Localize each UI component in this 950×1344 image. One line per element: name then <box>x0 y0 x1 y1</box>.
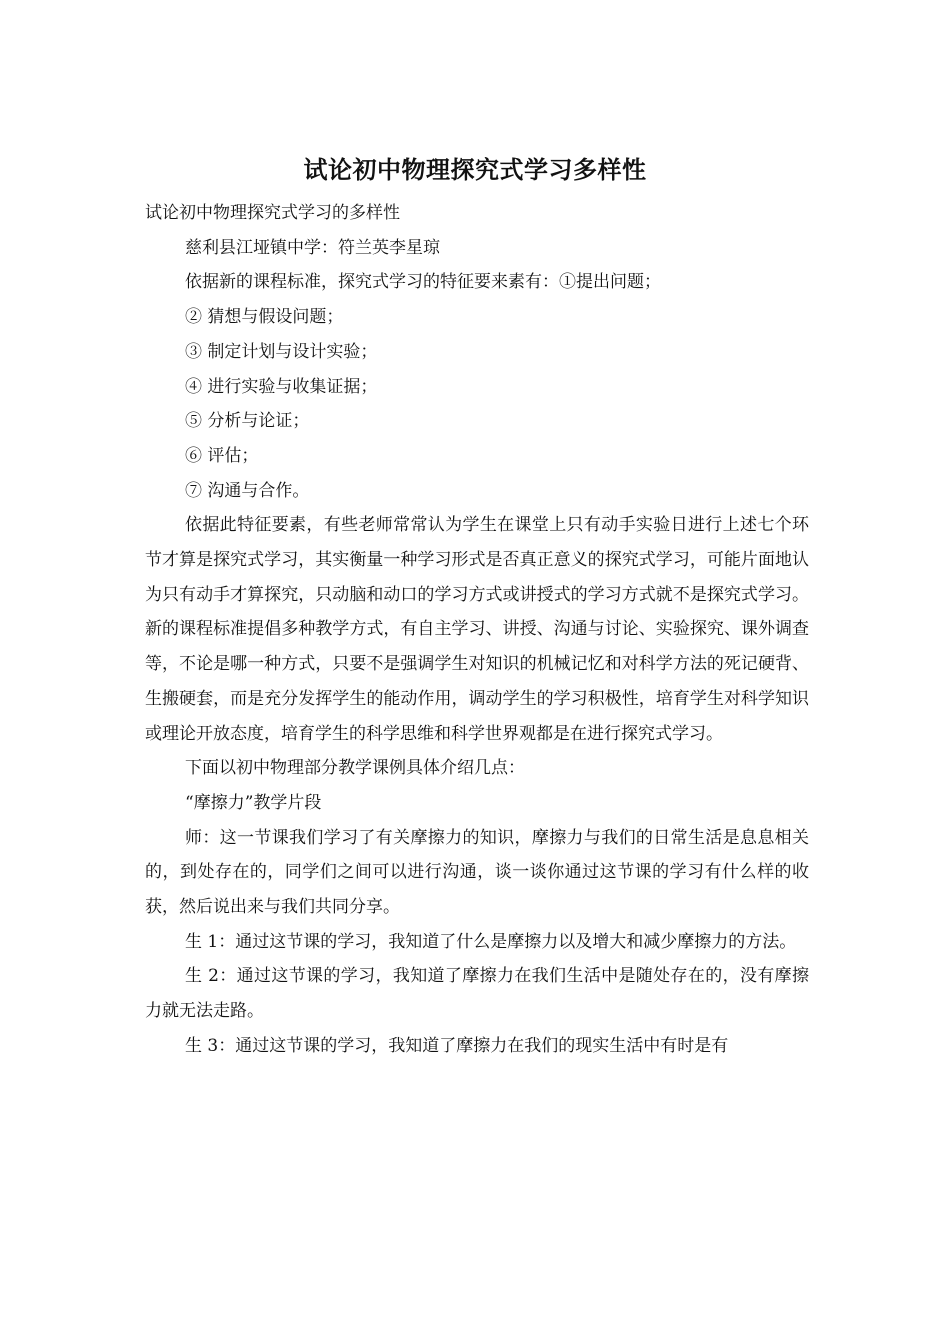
body-paragraph: 生 3：通过这节课的学习，我知道了摩擦力在我们的现实生活中有时是有 <box>185 1035 729 1056</box>
list-item: ③ 制定计划与设计实验； <box>185 341 378 362</box>
list-item: ④ 进行实验与收集证据； <box>185 376 378 397</box>
body-paragraph: 生 2：通过这节课的学习，我知道了摩擦力在我们生活中是随处存在的，没有摩擦力就无法走路。 <box>145 966 809 1022</box>
body-paragraph: 下面以初中物理部分教学课例具体介绍几点： <box>185 758 525 779</box>
list-item: ② 猜想与假设问题； <box>185 307 344 328</box>
list-item: ⑥ 评估； <box>185 445 259 466</box>
document-body <box>145 196 809 1064</box>
section-heading: “摩擦力”教学片段 <box>185 792 322 813</box>
list-item: ⑦ 沟通与合作。 <box>185 480 310 501</box>
list-item: ⑤ 分析与论证； <box>185 411 310 432</box>
document-title: 试论初中物理探究式学习多样性 <box>303 155 647 184</box>
body-paragraph: 生 1：通过这节课的学习，我知道了什么是摩擦力以及增大和减少摩擦力的方法。 <box>185 931 797 952</box>
body-paragraph: 依据此特征要素，有些老师常常认为学生在课堂上只有动手实验日进行上述七个环节才算是探究式学习，其实衡量一种学习形式是否真正意义的探究式学习，可能片面地认为只有动手才算探究，只动脑和动口的学习方式或讲授式的学习方式就不是探究式学习。新的课程标准提倡多种教学方式，有自主学习、讲授、沟通与讨论、实验探究、课外调查等，不论是哪一种方式，只要不是强调学生对知识的机械记忆和对科学方法的死记硬背、生搬硬套，而是充分发挥学生的能动作用，调动学生的学习积极性，培育学生对科学知识或理论开放态度，培育学生的科学思维和科学世界观都是在进行探究式学习。 <box>145 515 809 744</box>
body-paragraph: 师：这一节课我们学习了有关摩擦力的知识，摩擦力与我们的日常生活是息息相关的，到处存在的，同学们之间可以进行沟通，谈一谈你通过这节课的学习有什么样的收获，然后说出来与我们共同分享。 <box>145 827 809 918</box>
intro-paragraph: 依据新的课程标准，探究式学习的特征要来素有：①提出问题； <box>185 272 661 293</box>
author-line: 慈利县江垭镇中学：符兰英李星琼 <box>185 237 440 258</box>
subtitle-paragraph: 试论初中物理探究式学习的多样性 <box>145 203 400 223</box>
